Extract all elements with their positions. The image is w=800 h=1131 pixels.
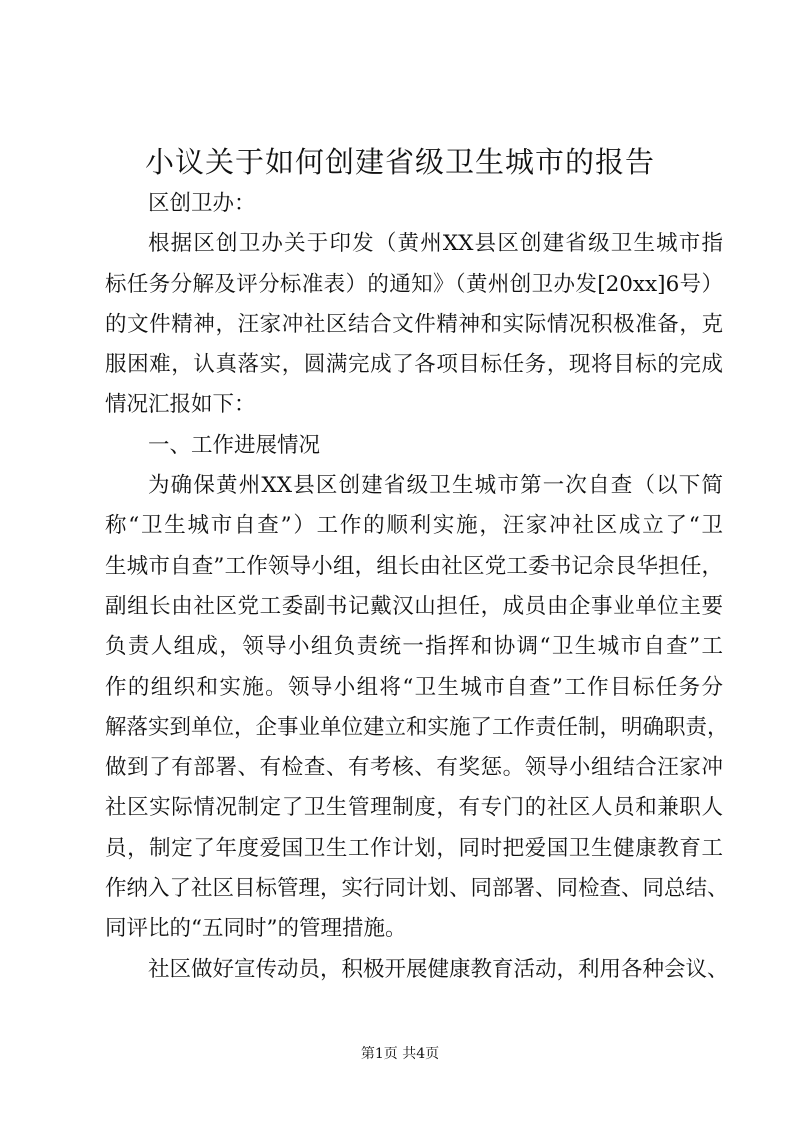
paragraph-line: 副组长由社区党工委副书记戴汉山担任，成员由企事业单位主要 [105, 593, 723, 619]
paragraph-line: 服困难，认真落实，圆满完成了各项目标任务，现将目标的完成 [105, 352, 723, 378]
paragraph-line: 负责人组成，领导小组负责统一指挥和协调“卫生城市自查”工 [105, 634, 723, 660]
paragraph-line: 的文件精神，汪家冲社区结合文件精神和实际情况积极准备，克 [105, 311, 723, 337]
salutation: 区创卫办： [148, 191, 256, 216]
paragraph-1 [105, 224, 723, 425]
document-title: 小议关于如何创建省级卫生城市的报告 [144, 145, 655, 179]
paragraph-line: 作的组织和实施。领导小组将“卫生城市自查”工作目标任务分 [105, 674, 723, 700]
paragraph-line: 同评比的“五同时”的管理措施。 [105, 916, 407, 942]
paragraph-3 [105, 950, 729, 990]
document-body [105, 184, 729, 990]
paragraph-line: 标任务分解及评分标准表）的通知》（黄州创卫办发[20xx]6号） [105, 271, 723, 297]
paragraph-line: 情况汇报如下： [105, 392, 256, 418]
paragraph-line: 生城市自查”工作领导小组，组长由社区党工委书记佘艮华担任， [105, 553, 723, 579]
paragraph-2 [105, 466, 729, 950]
page-footer: 第1页 共4页 [360, 1046, 440, 1062]
paragraph-line: 根据区创卫办关于印发（黄州XX县区创建省级卫生城市指 [148, 231, 723, 257]
paragraph-line: 解落实到单位，企事业单位建立和实施了工作责任制，明确职责， [105, 714, 729, 740]
paragraph-line: 员，制定了年度爱国卫生工作计划，同时把爱国卫生健康教育工 [105, 835, 723, 861]
paragraph-line: 社区实际情况制定了卫生管理制度，有专门的社区人员和兼职人 [105, 795, 723, 821]
paragraph-line: 作纳入了社区目标管理，实行同计划、同部署、同检查、同总结、 [105, 876, 729, 902]
paragraph-line: 称“卫生城市自查”）工作的顺利实施，汪家冲社区成立了“卫 [105, 513, 723, 539]
paragraph-line: 做到了有部署、有检查、有考核、有奖惩。领导小组结合汪家冲 [105, 755, 723, 781]
paragraph-line: 为确保黄州XX县区创建省级卫生城市第一次自查（以下简 [148, 473, 723, 499]
section-heading [105, 426, 723, 466]
paragraph-line: 社区做好宣传动员，积极开展健康教育活动，利用各种会议、 [148, 956, 729, 982]
section-heading-text: 一、工作进展情况 [148, 432, 321, 458]
